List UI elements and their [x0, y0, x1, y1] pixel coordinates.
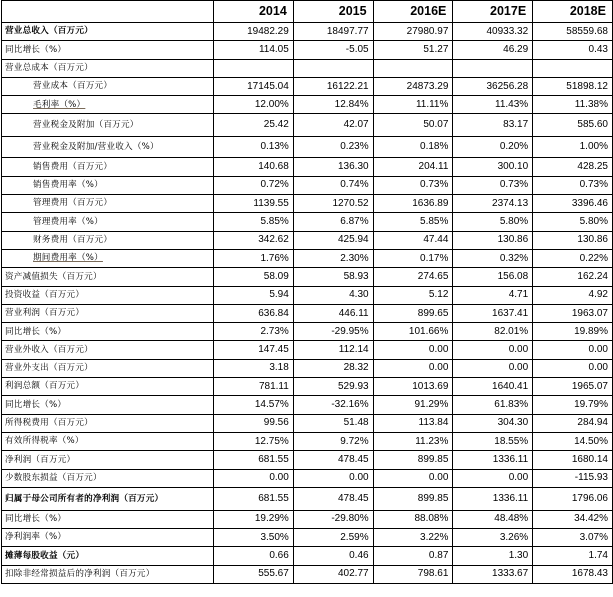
- cell-value: 1965.07: [533, 378, 613, 396]
- cell-value: 140.68: [214, 158, 294, 176]
- cell-value: 4.30: [293, 286, 373, 304]
- cell-value: 204.11: [373, 158, 453, 176]
- row-label: 同比增长（%）: [2, 510, 214, 528]
- cell-value: 48.48%: [453, 510, 533, 528]
- row-label: 净利润率（%）: [2, 529, 214, 547]
- cell-value: 19.79%: [533, 396, 613, 414]
- cell-value: 5.12: [373, 286, 453, 304]
- row-label: 少数股东损益（百万元）: [2, 469, 214, 487]
- table-row: [2, 96, 613, 114]
- cell-value: 5.85%: [214, 213, 294, 231]
- cell-value: 101.66%: [373, 323, 453, 341]
- cell-value: 1336.11: [453, 487, 533, 510]
- cell-value: 0.22%: [533, 249, 613, 267]
- cell-value: 12.00%: [214, 96, 294, 114]
- cell-value: 2.30%: [293, 249, 373, 267]
- table-row: [2, 341, 613, 359]
- year-header: 2016E: [373, 1, 453, 23]
- cell-value: 27980.97: [373, 23, 453, 41]
- cell-value: 19482.29: [214, 23, 294, 41]
- cell-value: 478.45: [293, 487, 373, 510]
- table-row: [2, 359, 613, 377]
- cell-value: 25.42: [214, 114, 294, 137]
- cell-value: 0.73%: [453, 176, 533, 194]
- cell-value: 0.00: [214, 469, 294, 487]
- cell-value: [214, 59, 294, 77]
- cell-value: 34.42%: [533, 510, 613, 528]
- cell-value: 112.14: [293, 341, 373, 359]
- cell-value: 5.85%: [373, 213, 453, 231]
- cell-value: 51.27: [373, 41, 453, 59]
- cell-value: 4.92: [533, 286, 613, 304]
- row-label: 归属于母公司所有者的净利润（百万元）: [2, 487, 214, 510]
- row-label: 扣除非经常损益后的净利润（百万元）: [2, 565, 214, 583]
- cell-value: 19.89%: [533, 323, 613, 341]
- cell-value: 5.80%: [453, 213, 533, 231]
- cell-value: 284.94: [533, 414, 613, 432]
- table-row: [2, 114, 613, 137]
- cell-value: 3396.46: [533, 195, 613, 213]
- cell-value: 304.30: [453, 414, 533, 432]
- cell-value: 425.94: [293, 231, 373, 249]
- table-row: [2, 231, 613, 249]
- cell-value: 0.18%: [373, 137, 453, 158]
- row-label: 同比增长（%）: [2, 323, 214, 341]
- cell-value: 0.87: [373, 547, 453, 565]
- cell-value: 1.00%: [533, 137, 613, 158]
- cell-value: 0.73%: [373, 176, 453, 194]
- row-label: 同比增长（%）: [2, 396, 214, 414]
- cell-value: -32.16%: [293, 396, 373, 414]
- cell-value: [373, 59, 453, 77]
- cell-value: 1270.52: [293, 195, 373, 213]
- row-label: 营业税金及附加/营业收入（%）: [2, 137, 214, 158]
- cell-value: 0.00: [533, 359, 613, 377]
- cell-value: 36256.28: [453, 77, 533, 95]
- cell-value: 0.00: [373, 359, 453, 377]
- cell-value: 88.08%: [373, 510, 453, 528]
- row-label: 管理费用（百万元）: [2, 195, 214, 213]
- cell-value: 113.84: [373, 414, 453, 432]
- cell-value: [453, 59, 533, 77]
- cell-value: [533, 59, 613, 77]
- cell-value: [293, 59, 373, 77]
- cell-value: 1139.55: [214, 195, 294, 213]
- financial-forecast-table: [1, 0, 613, 584]
- cell-value: 0.00: [373, 469, 453, 487]
- row-label: 营业利润（百万元）: [2, 304, 214, 322]
- cell-value: 136.30: [293, 158, 373, 176]
- table-row: [2, 77, 613, 95]
- cell-value: 61.83%: [453, 396, 533, 414]
- row-label: 营业成本（百万元）: [2, 77, 214, 95]
- row-label: 摊薄每股收益（元）: [2, 547, 214, 565]
- cell-value: 130.86: [453, 231, 533, 249]
- cell-value: 0.00: [533, 341, 613, 359]
- cell-value: 2.59%: [293, 529, 373, 547]
- cell-value: 1636.89: [373, 195, 453, 213]
- cell-value: 1.74: [533, 547, 613, 565]
- cell-value: 0.46: [293, 547, 373, 565]
- table-row: [2, 565, 613, 583]
- cell-value: 14.50%: [533, 432, 613, 450]
- cell-value: 3.50%: [214, 529, 294, 547]
- cell-value: 0.43: [533, 41, 613, 59]
- cell-value: 2374.13: [453, 195, 533, 213]
- cell-value: 6.87%: [293, 213, 373, 231]
- cell-value: 82.01%: [453, 323, 533, 341]
- cell-value: 585.60: [533, 114, 613, 137]
- cell-value: 529.93: [293, 378, 373, 396]
- cell-value: 18.55%: [453, 432, 533, 450]
- year-header: 2018E: [533, 1, 613, 23]
- row-label: 管理费用率（%）: [2, 213, 214, 231]
- cell-value: 899.65: [373, 304, 453, 322]
- cell-value: 4.71: [453, 286, 533, 304]
- cell-value: 0.32%: [453, 249, 533, 267]
- cell-value: 274.65: [373, 268, 453, 286]
- cell-value: 28.32: [293, 359, 373, 377]
- table-row: [2, 323, 613, 341]
- cell-value: 58.93: [293, 268, 373, 286]
- year-header: 2017E: [453, 1, 533, 23]
- cell-value: 0.13%: [214, 137, 294, 158]
- cell-value: 46.29: [453, 41, 533, 59]
- table-row: [2, 378, 613, 396]
- cell-value: 1680.14: [533, 451, 613, 469]
- cell-value: 1.30: [453, 547, 533, 565]
- cell-value: 478.45: [293, 451, 373, 469]
- row-label-text: 期间费用率（%）: [33, 253, 103, 264]
- cell-value: 899.85: [373, 451, 453, 469]
- row-label: 利润总额（百万元）: [2, 378, 214, 396]
- cell-value: 50.07: [373, 114, 453, 137]
- table-row: [2, 286, 613, 304]
- cell-value: 446.11: [293, 304, 373, 322]
- cell-value: 300.10: [453, 158, 533, 176]
- cell-value: 899.85: [373, 487, 453, 510]
- cell-value: 9.72%: [293, 432, 373, 450]
- table-row: [2, 137, 613, 158]
- table-row: [2, 59, 613, 77]
- cell-value: 11.23%: [373, 432, 453, 450]
- table-row: [2, 432, 613, 450]
- cell-value: 1640.41: [453, 378, 533, 396]
- cell-value: 3.18: [214, 359, 294, 377]
- cell-value: 3.26%: [453, 529, 533, 547]
- cell-value: -29.95%: [293, 323, 373, 341]
- table-row: [2, 529, 613, 547]
- row-label: 营业总成本（百万元）: [2, 59, 214, 77]
- row-label: 投资收益（百万元）: [2, 286, 214, 304]
- cell-value: 0.66: [214, 547, 294, 565]
- table-row: [2, 195, 613, 213]
- row-label: 销售费用（百万元）: [2, 158, 214, 176]
- cell-value: 51.48: [293, 414, 373, 432]
- cell-value: 0.00: [453, 359, 533, 377]
- row-label: 销售费用率（%）: [2, 176, 214, 194]
- table-row: [2, 487, 613, 510]
- cell-value: 42.07: [293, 114, 373, 137]
- cell-value: 162.24: [533, 268, 613, 286]
- cell-value: 0.72%: [214, 176, 294, 194]
- cell-value: 130.86: [533, 231, 613, 249]
- table-row: [2, 41, 613, 59]
- cell-value: 156.08: [453, 268, 533, 286]
- cell-value: 16122.21: [293, 77, 373, 95]
- cell-value: 12.84%: [293, 96, 373, 114]
- row-label: 净利润（百万元）: [2, 451, 214, 469]
- cell-value: 0.00: [453, 469, 533, 487]
- cell-value: 1336.11: [453, 451, 533, 469]
- cell-value: 681.55: [214, 451, 294, 469]
- row-label-text: 毛利率（%）: [33, 99, 86, 110]
- cell-value: 1333.67: [453, 565, 533, 583]
- cell-value: 91.29%: [373, 396, 453, 414]
- cell-value: 83.17: [453, 114, 533, 137]
- row-label: [2, 249, 214, 267]
- cell-value: 342.62: [214, 231, 294, 249]
- table-row: [2, 176, 613, 194]
- cell-value: -5.05: [293, 41, 373, 59]
- cell-value: 24873.29: [373, 77, 453, 95]
- header-row: [2, 1, 613, 23]
- row-label: [2, 96, 214, 114]
- cell-value: 99.56: [214, 414, 294, 432]
- cell-value: 58559.68: [533, 23, 613, 41]
- row-label: 同比增长（%）: [2, 41, 214, 59]
- cell-value: 0.00: [453, 341, 533, 359]
- row-label: 营业税金及附加（百万元）: [2, 114, 214, 137]
- cell-value: 11.43%: [453, 96, 533, 114]
- cell-value: 1963.07: [533, 304, 613, 322]
- cell-value: 402.77: [293, 565, 373, 583]
- table-row: [2, 396, 613, 414]
- row-label: 营业总收入（百万元）: [2, 23, 214, 41]
- cell-value: 781.11: [214, 378, 294, 396]
- cell-value: 0.20%: [453, 137, 533, 158]
- cell-value: 0.00: [373, 341, 453, 359]
- cell-value: 428.25: [533, 158, 613, 176]
- table-row: [2, 268, 613, 286]
- table-row: [2, 249, 613, 267]
- year-header: 2014: [214, 1, 294, 23]
- row-label: 资产减值损失（百万元）: [2, 268, 214, 286]
- cell-value: 12.75%: [214, 432, 294, 450]
- table-row: [2, 510, 613, 528]
- cell-value: 40933.32: [453, 23, 533, 41]
- cell-value: 0.74%: [293, 176, 373, 194]
- cell-value: 19.29%: [214, 510, 294, 528]
- cell-value: 0.23%: [293, 137, 373, 158]
- cell-value: 3.22%: [373, 529, 453, 547]
- cell-value: 1796.06: [533, 487, 613, 510]
- cell-value: 0.73%: [533, 176, 613, 194]
- cell-value: 14.57%: [214, 396, 294, 414]
- cell-value: 2.73%: [214, 323, 294, 341]
- cell-value: 0.00: [293, 469, 373, 487]
- cell-value: 3.07%: [533, 529, 613, 547]
- cell-value: 1637.41: [453, 304, 533, 322]
- cell-value: 5.80%: [533, 213, 613, 231]
- header-corner-cell: [2, 1, 214, 23]
- cell-value: 798.61: [373, 565, 453, 583]
- row-label: 所得税费用（百万元）: [2, 414, 214, 432]
- cell-value: 0.17%: [373, 249, 453, 267]
- table-row: [2, 469, 613, 487]
- cell-value: 17145.04: [214, 77, 294, 95]
- cell-value: 5.94: [214, 286, 294, 304]
- cell-value: 1678.43: [533, 565, 613, 583]
- row-label: 有效所得税率（%）: [2, 432, 214, 450]
- cell-value: 1.76%: [214, 249, 294, 267]
- cell-value: 18497.77: [293, 23, 373, 41]
- table-row: [2, 23, 613, 41]
- cell-value: 1013.69: [373, 378, 453, 396]
- row-label: 财务费用（百万元）: [2, 231, 214, 249]
- cell-value: 147.45: [214, 341, 294, 359]
- cell-value: 47.44: [373, 231, 453, 249]
- cell-value: 11.38%: [533, 96, 613, 114]
- table-row: [2, 414, 613, 432]
- cell-value: 51898.12: [533, 77, 613, 95]
- table-row: [2, 158, 613, 176]
- table-row: [2, 213, 613, 231]
- table-row: [2, 451, 613, 469]
- cell-value: 58.09: [214, 268, 294, 286]
- cell-value: 555.67: [214, 565, 294, 583]
- cell-value: 681.55: [214, 487, 294, 510]
- cell-value: 114.05: [214, 41, 294, 59]
- cell-value: 11.11%: [373, 96, 453, 114]
- row-label: 营业外支出（百万元）: [2, 359, 214, 377]
- table-row: [2, 304, 613, 322]
- cell-value: 636.84: [214, 304, 294, 322]
- year-header: 2015: [293, 1, 373, 23]
- cell-value: -115.93: [533, 469, 613, 487]
- cell-value: -29.80%: [293, 510, 373, 528]
- row-label: 营业外收入（百万元）: [2, 341, 214, 359]
- table-row: [2, 547, 613, 565]
